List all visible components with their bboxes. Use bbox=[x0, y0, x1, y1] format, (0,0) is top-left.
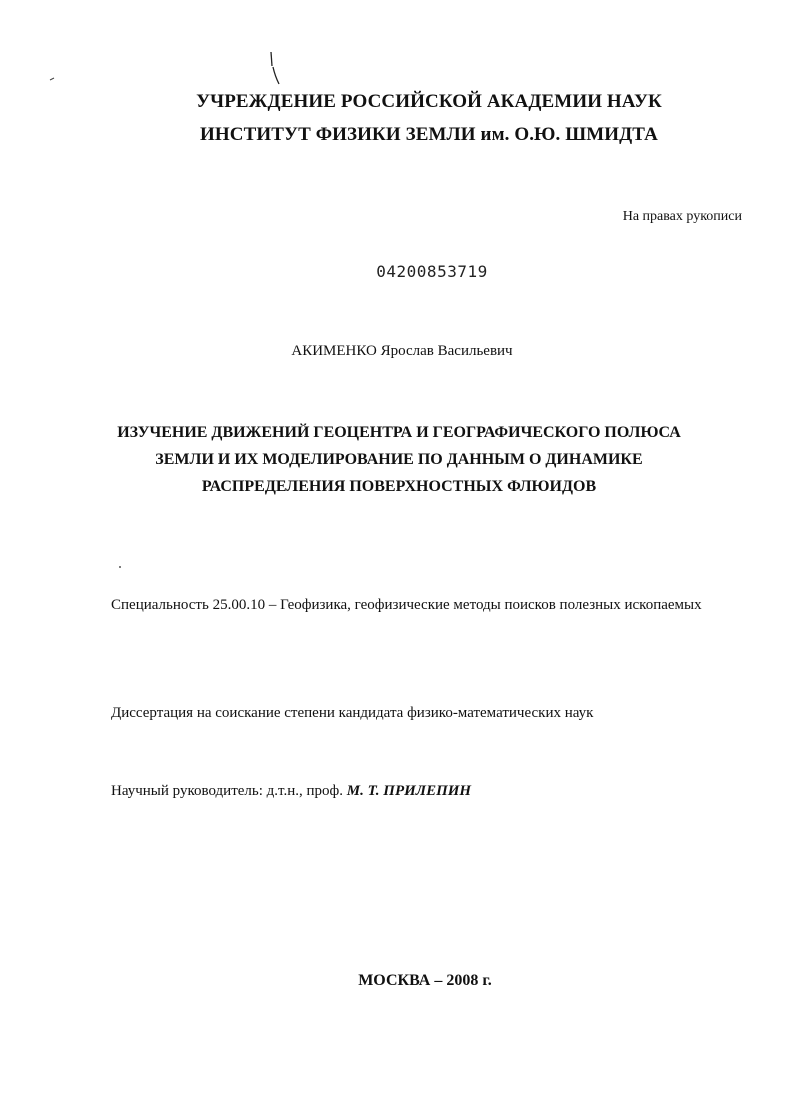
institution-line-1: УЧРЕЖДЕНИЕ РОССИЙСКОЙ АКАДЕМИИ НАУК bbox=[196, 91, 662, 112]
institution-line-2: ИНСТИТУТ ФИЗИКИ ЗЕМЛИ им. О.Ю. ШМИДТА bbox=[200, 124, 658, 145]
thesis-title-line-1: ИЗУЧЕНИЕ ДВИЖЕНИЙ ГЕОЦЕНТРА И ГЕОГРАФИЧЕСКОГО ПОЛЮСА bbox=[117, 424, 681, 441]
place-and-year: МОСКВА – 2008 г. bbox=[358, 972, 492, 989]
pen-tick bbox=[50, 78, 54, 80]
thesis-title-line-3: РАСПРЕДЕЛЕНИЯ ПОВЕРХНОСТНЫХ ФЛЮИДОВ bbox=[201, 478, 597, 495]
pen-stroke-curve bbox=[273, 67, 279, 84]
manuscript-rights-note: На правах рукописи bbox=[622, 209, 742, 224]
thesis-title-line-2: ЗЕМЛИ И ИХ МОДЕЛИРОВАНИЕ ПО ДАННЫМ О ДИНАМИКЕ bbox=[155, 451, 643, 468]
serial-number: 04200853719 bbox=[376, 262, 488, 281]
supervisor-label: Научный руководитель: д.т.н., проф. bbox=[111, 783, 343, 799]
scan-speck bbox=[119, 566, 121, 568]
specialty-line: Специальность 25.00.10 – Геофизика, геофизические методы поисков полезных ископаемых bbox=[111, 597, 702, 613]
supervisor-line bbox=[111, 783, 471, 800]
dissertation-line: Диссертация на соискание степени кандидата физико-математических наук bbox=[111, 705, 594, 721]
supervisor-name: М. Т. ПРИЛЕПИН bbox=[346, 783, 472, 799]
pen-stroke-short bbox=[271, 52, 272, 66]
author-name: АКИМЕНКО Ярослав Васильевич bbox=[291, 343, 513, 359]
